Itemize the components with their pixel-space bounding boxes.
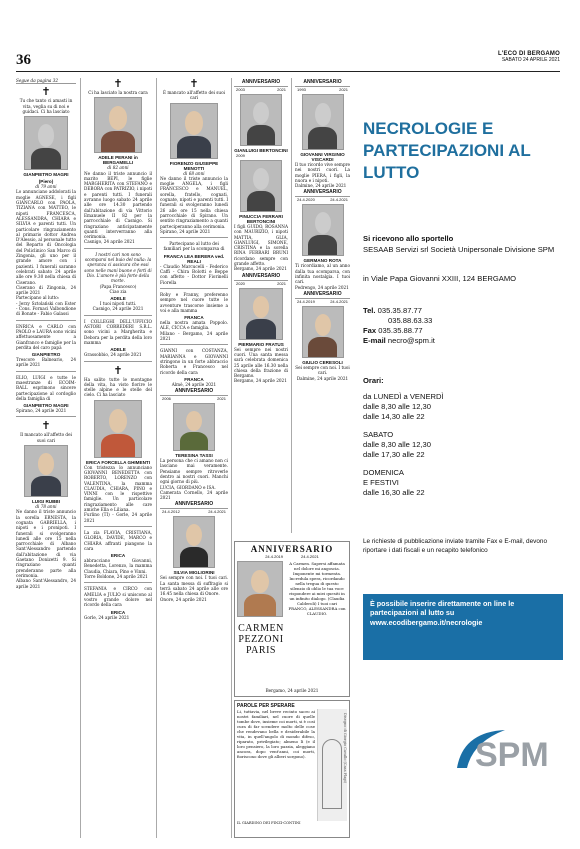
condolence-text: GIANNI con COSTANZA, MARIANNA e GIOVANNI stringono in un forte abbraccio Roberta e Francesco nel ricordo della cara: [160, 348, 228, 375]
column-1: [16, 78, 76, 840]
anniversary-text: La persona che ci amano non ci lasciano mai veramente. Pensiamo sempre ritroverle dentro ai nostri cuori. Manchi ogni giorno di più.: [160, 458, 228, 485]
condolence-name: ERICA: [110, 609, 126, 615]
column-4: [234, 78, 288, 538]
deceased-age: di 79 anni: [35, 184, 57, 190]
condolence-text: La zia FLAVIA, CRISTIANA, GLORIA, DAVIDE, MARCO e CHIARA affranti piangono la cara: [84, 529, 152, 551]
hours-saturday-am: dalle 8,30 alle 12,30: [363, 440, 431, 449]
portrait-photo: [94, 400, 142, 458]
anniversary-label: ANNIVERSARIO: [160, 387, 228, 396]
condolence-text: Roby e Franny, preferenno sempre nel cuore tutte le avventure trascorse insieme a voi e alla mamma: [160, 291, 228, 313]
deceased-name: PIERMARIO FRATUS: [238, 341, 284, 347]
portrait-photo: [302, 306, 344, 358]
anniversary-date-end: 24.4.2021: [301, 554, 319, 559]
anniversary-date-end: 24.4.2021: [330, 197, 348, 203]
hours-weekday-pm: dalle 14,30 alle 22: [363, 412, 425, 421]
condolence-place: Trescore Balneario, 24 aprile 2021: [16, 357, 76, 368]
fax-label: Fax: [363, 326, 377, 335]
issue-date: SABATO 24 APRILE 2021: [501, 57, 560, 63]
obit-intro: Ci ha lasciato la nostra cara: [88, 90, 148, 95]
anniversary-date-end: 24.4.2021: [330, 298, 348, 304]
hours-sunday-time: dalle 16,30 alle 22: [363, 488, 425, 497]
hours-saturday: SABATO: [363, 430, 394, 439]
portrait-photo: [240, 94, 282, 146]
necrology-ad: [355, 78, 567, 838]
obit-place: Albano Sant'Alessandro, 24 aprile 2021: [16, 578, 76, 589]
tel-number-2[interactable]: 035.88.63.33: [388, 316, 433, 325]
obit-text: Ne danno il triste annuncio la moglie ANGELA, i figli FRANCESCO e MANUEL, sorella, fratello, cognati, cognate, nipoti e parenti tutti. I funerali si svolgeranno lunedì 26 alle ore 15 nella chiesa parrocchiale di Spirano. Un sentito ringraziamento a quanti parteciperanno alla cerimonia.: [160, 175, 228, 229]
obit-text: Con tristezza lo annunciano GIOVANNI BENEDETTA con ROBERTO, LORENZO con VALENTINA, la mamma CLAUDIA, CHIARA, PINO e VINNI con le rispettive famiglie. Un particolare ringraziamento alle care amiche Ella e Liliana.: [84, 464, 152, 513]
spm-logo: [453, 724, 558, 776]
farewell-greeting: Ciao zia: [109, 288, 127, 294]
illustration: [317, 709, 347, 821]
condolence-name: GIANPIETRO: [31, 352, 61, 358]
condolence-text: I COLLEGHI DELL'UFFICIO ASTORI CORREDERI S.R.L. sono vicini a Margherita e Debora per la perdita della loro mamma: [84, 318, 152, 345]
deceased-age: di 78 anni: [35, 504, 57, 510]
anniversary-date-end: 24.4.2021: [208, 509, 226, 515]
farewell-title: PAROLE PER SPERARE: [237, 703, 295, 709]
page-header: [16, 50, 560, 72]
anniversary-date-end: 2021: [277, 87, 286, 92]
anniversary-date-start: 2006: [162, 396, 171, 402]
anniversary-label: ANNIVERSARIO: [295, 290, 350, 299]
anniversary-box: [234, 541, 350, 697]
hours-saturday-pm: dalle 17,30 alle 22: [363, 450, 425, 459]
deceased-name: LUIGI RUBBI: [31, 499, 61, 505]
deceased-nickname: (Piero): [38, 179, 54, 185]
anniversary-text: Sei sempre con noi. I tuoi cari.: [295, 364, 350, 376]
portrait-photo: [173, 403, 215, 451]
anniversary-place: Pedrengo, 24 aprile 2021: [295, 284, 349, 290]
obit-place: Ciserano di Zingonia, 24 aprile 2021: [16, 284, 76, 296]
anniversary-text: Il tuo ricordo vive sempre nei nostri cuori. La moglie PIERA, i figli, la nuora e i nipoti.: [295, 162, 350, 183]
anniversary-place: Onore, 24 aprile 2021: [160, 596, 207, 602]
portrait-photo: [170, 103, 218, 159]
anniversary-place: Bergamo, 24 aprile 2021: [234, 266, 287, 272]
obit-intro: Il mancato all'affetto dei suoi cari: [20, 432, 72, 443]
obit-text: Lo annunciano addolorati la moglie AGNESE, i figli GIANCARLO con PAOLA, TIZIANA con MATTEO, le nipoti FRANCESCA, ALESSANDRA, CHIARA e SILVIA e parenti tutti. Un particolare ringraziamento al primario dottor Andrea D'Alessio, al personale tutto del Reparto di Oncologia del Policlinico San Marco di Zingonia, gli uno per il grande amore con i pazienti. I funerali saranno celebrati sabato 24 aprile alle ore 9.30 nella chiesa di Ciserano.: [16, 189, 76, 285]
condolence-text: I tuoi nipoti tutti.: [99, 301, 137, 307]
illustration-credit: Disegno di Giorgio Cavallo (Casa Flagi): [343, 713, 347, 784]
spm-logo-text: SPM: [475, 736, 549, 774]
condolence-name: GIANPIETRO MAGRI: [23, 403, 69, 409]
anniversary-place: Dalmine, 24 aprile 2021: [295, 183, 347, 189]
condolence-header: Partecipano al lutto dei familiari per la scomparsa di: [163, 241, 225, 252]
anniversary-signature: LUCIA, GIORDANO e ISA.: [160, 484, 216, 490]
condolence-list: - Jerzy Sztolański con Ester - Cons. Fornaci Valbondione di Bonate - Fabio Galassi: [16, 300, 76, 317]
deceased-name: GIOVANNI VIRGINIO VISCARDI: [300, 152, 345, 162]
condolence-place: Gorle, 24 aprile 2021: [84, 614, 130, 620]
anniversary-date-end: 2021: [277, 280, 286, 286]
deceased-name: GIANPIETRO MAGRI: [23, 172, 69, 178]
cross-icon: ✝: [113, 363, 123, 377]
anniversary-text: Sei sempre con noi. I tuoi cari. La santa messa di suffragio si terrà sabato 24 aprile alle ore 16.45 nella chiesa di Onore.: [160, 575, 228, 597]
obit-text: Ne danno il triste annuncio il marito BEPI, le figlie MARGHERITA con STEFANO e DEBORA con PATRIZIO, i nipoti e parenti tutti. I funerali avranno luogo sabato 24 aprile alle ore 14.30 partendo dall'abitazione di via Vittorio Emanuele II 82 per la parrocchiale di Casnigo. Si ringraziano anticipatamente quanti interverranno alla cerimonia.: [84, 170, 152, 240]
portrait-photo: [302, 94, 344, 150]
anniversary-text: A Carmen. Sapersi affamata nel dolore mi angoscia. Imponente mi tormenta. Incredula spera, ricordando nella tregua di questo silenzio di oblio le tua voce rispondere ai miei quesiti in un infinito dialogo. (Claudia Calderoli) I tuoi cari FRANCO, ALESSANDRA con CLAUDIO.: [288, 561, 346, 616]
hours-label: Orari:: [363, 376, 384, 385]
anniversary-place: Bergamo, 24 aprile 2021: [265, 687, 319, 693]
portrait-photo: [237, 561, 283, 617]
portrait-photo: [24, 116, 68, 170]
quote-source: (Papa Francesco): [99, 283, 137, 289]
condolence-text: nella nostra amata Poppolo. ALE, CICCA e famiglia.: [160, 320, 228, 331]
anniversary-place: Camerata Cornello, 24 aprile 2021: [160, 489, 228, 501]
column-3: [160, 78, 228, 840]
condolence-place: Torre Boldone, 24 aprile 2021: [84, 574, 148, 580]
anniversary-place: Bergamo, 24 aprile 2021: [234, 378, 287, 384]
hours-weekday-am: dalle 8,30 alle 12,30: [363, 402, 431, 411]
anniversary-title: ANNIVERSARIO: [250, 544, 334, 554]
condolence-header: Partecipano al lutto:: [16, 295, 60, 301]
obit-intro: È mancato all'affetto dei suoi cari: [163, 90, 225, 101]
anniversary-label: ANNIVERSARIO: [295, 78, 350, 87]
email-label: E-mail: [363, 336, 386, 345]
column-2: [84, 78, 152, 840]
fax-number[interactable]: 035.35.88.77: [378, 326, 423, 335]
anniversary-label: ANNIVERSARIO: [295, 188, 350, 197]
column-5: [295, 78, 350, 538]
obit-place: Casnigo, 24 aprile 2021: [84, 239, 135, 245]
condolence-place: Casnigo, 24 aprile 2021: [92, 306, 144, 312]
anniversary-date-start: 2003: [236, 87, 245, 92]
condolence-name: FRANCA: [184, 376, 204, 382]
deceased-name: FRANCA LEA BERERA ved. REALI: [163, 253, 225, 264]
cross-icon: ✝: [189, 78, 199, 90]
newspaper-name: L'ECO DI BERGAMO: [498, 51, 560, 57]
anniversary-date-end: 2021: [339, 87, 348, 92]
condolence-list: - Claudio Marcucelli - Federico Caffi - Chira Bolotti e Beppe con affetto - Dottor Fiorinelli Fiorella: [160, 263, 228, 285]
condolence-text: ELIO, LUIGI e tutte le maestranze di ECOIM-BALL esprimono sincere partecipazione al cordoglio della famiglia di: [16, 374, 76, 401]
deceased-name: GIANLUIGI BERTONCINI: [234, 148, 288, 153]
anniversary-date: 2009: [236, 153, 245, 158]
page-number: 36: [16, 52, 31, 68]
portrait-photo: [94, 97, 142, 153]
anniversary-date-start: 1993: [297, 87, 306, 92]
condolence-text: STEFANIA e CIRCO con AMELIA e JULIO si uniscono al vostro grande dolore nel ricordo della cara: [84, 586, 152, 608]
deceased-name: ADELE PERANI in BERGAMELLI: [98, 155, 138, 166]
deceased-name: ERICA FORCELLA GHIMENTI: [86, 459, 150, 465]
online-link[interactable]: www.ecodibergamo.it/necrologie: [370, 617, 483, 627]
anniversary-place: Dalmine, 24 aprile 2021: [296, 375, 349, 381]
deceased-name: SILVIA MIGLIORINI: [173, 570, 215, 576]
tel-label: Tel.: [363, 306, 376, 315]
portrait-photo: [24, 445, 68, 497]
anniversary-date-start: 2020: [236, 280, 245, 286]
hours-weekday: da LUNEDÌ a VENERDÌ: [363, 392, 444, 401]
portrait-photo: [173, 516, 215, 568]
portrait-photo: [302, 204, 344, 256]
condolence-name: FRANCA: [184, 315, 204, 321]
cross-icon: ✝: [41, 85, 51, 99]
quote-text: I nostri cari non sono scomparsi nel buio del nulla: la speranza ci assicura che essi sono nelle mani buone e forti di Dio. L'amore è più forte della morte.: [84, 251, 152, 284]
anniversary-date-start: 24.4.2019: [297, 298, 315, 304]
portrait-photo: [240, 160, 282, 212]
hours-holidays: E FESTIVI: [363, 478, 399, 487]
ad-address: in Viale Papa Giovanni XXIII, 124 BERGAMO: [363, 274, 517, 283]
condolence-name: ERICA: [110, 553, 126, 559]
continued-note: Segue da pagina 32: [16, 78, 76, 84]
deceased-name: PINUCCIA FERRARI BERTONCINI: [239, 214, 283, 224]
deceased-name: CARMEN PEZZONI PARIS: [238, 623, 284, 656]
email-address[interactable]: necro@spm.it: [387, 336, 435, 345]
ad-note: Le richieste di pubblicazione inviate tramite Fax e E-mail, devono riportare i dati fiscali e un recapito telefonico: [363, 538, 548, 554]
tel-number[interactable]: 035.35.87.77: [377, 306, 422, 315]
cross-icon: ✝: [41, 419, 51, 433]
condolence-place: Spirano, 24 aprile 2021: [16, 408, 67, 414]
obit-intro: Tu che tanto ci amasti in vita, veglia su di noi e guidaci. Ci ha lasciato: [19, 98, 73, 114]
anniversary-label: ANNIVERSARIO: [234, 78, 288, 87]
ad-title: NECROLOGIE E PARTECIPAZIONI AL LUTTO: [363, 119, 531, 182]
condolence-name: ADELE: [110, 296, 126, 302]
deceased-name: FIORENZO GIUSEPPE MENOTTI: [169, 160, 219, 171]
anniversary-label: ANNIVERSARIO: [234, 272, 288, 281]
obit-place: Furlino (TI) - Gorle, 24 aprile 2021: [84, 512, 152, 523]
condolence-place: Milano - Bergamo, 24 aprile 2021: [160, 330, 228, 342]
deceased-name: TERESINA TASSI: [175, 453, 213, 459]
farewell-author: IL GIARDINO DEI FINZI-CONTINI: [237, 821, 301, 825]
online-text: È possibile inserire direttamente on line le partecipazioni al lutto su: [370, 599, 515, 618]
anniversary-date-end: 2021: [217, 396, 226, 402]
online-box: [363, 594, 563, 660]
anniversary-date-start: 24.4.2020: [297, 197, 315, 203]
anniversary-label: ANNIVERSARIO: [160, 500, 228, 509]
condolence-name: ADELE: [110, 347, 126, 353]
deceased-age: di 68 anni: [183, 170, 205, 176]
obit-intro: Ha salito tutte le montagne della vita, ha visto fiorire le stelle alpine e le stelle del cielo. Ci ha lasciato: [84, 376, 152, 398]
obit-place: Spirano, 24 aprile 2021: [160, 228, 211, 234]
ad-company: SESAAB Servizi srl Società Unipersonale Divisione SPM: [363, 245, 555, 254]
hours-sunday: DOMENICA: [363, 468, 404, 477]
deceased-name: GERMANO ROTA: [303, 258, 342, 264]
condolence-place: Almè, 24 aprile 2021: [171, 381, 217, 387]
deceased-name: GIULIO CERESOLI: [302, 359, 343, 365]
deceased-age: di 82 anni: [107, 165, 129, 171]
anniversary-text: Sei sempre nei nostri cuori. Una santa messa sarà celebrata domenica 25 aprile alle 16.30 nella chiesa della frazione di Bergamo.: [234, 346, 288, 379]
condolence-place: Grassobbio, 24 aprile 2021: [84, 352, 142, 358]
anniversary-date-start: 24.4.2019: [265, 554, 283, 559]
farewell-text: Li, tuttavia, nel breve recinto sacro ai nostri familiari, nel cuore di quelle tombe dove, insieme coi morti, si è così cura di far scendere molto delle cose che rendevano bella e desiderabile la vita, in quell'angolo di mondo difeso, riparato, privilegiato; almeno lì (e il loro pensiero, la loro pazzia, aleggiano ancora, dopo vent'anni, coi morti, fioriscono dove gli alberi sorgono).: [237, 709, 315, 759]
condolence-text: ENRICA e CARLO con PAOLO e LAURA sono vicini affettuosamente a Gianfranco e famiglie per la perdita del caro papà: [16, 323, 76, 350]
anniversary-date-start: 24.4.2012: [162, 509, 180, 515]
cross-icon: ✝: [113, 78, 123, 90]
obit-text: Ne danno il triste annuncio la sorella ERNESTA, la cognata GABRIELLA, i nipoti e i pronipoti. I funerali si svolgeranno lunedì alle ore 15 nella parrocchiale di Albano Sant'Alessandro partendo dall'abitazione di via Gaetano Donizetti 9. Si ringraziano quanti prenderanno parte alla cerimonia.: [16, 509, 76, 578]
ad-recv-label: Si ricevono allo sportello: [363, 234, 454, 243]
anniversary-text: Ti ricordiamo, al un anno dalla tua scomparsa, con infinita nostalgia. I tuoi cari.: [295, 263, 350, 285]
portrait-photo: [239, 288, 283, 340]
masthead: [498, 51, 560, 63]
condolence-text: abbracciano Giovanni, Benedetta, Lorenzo, la mamma Claudia, Chiara, Pino e Vinni.: [84, 558, 152, 574]
anniversary-text: I figli GUIDO, ROSANNA con MAURIZIO, i nipoti MATTIA, GLIA, GIANLUIGI, SIMONE, CRISTINA e la sorella RINA FERRARI BRUNI ricordano sempre con grande affetto.: [234, 224, 288, 267]
farewell-box: [234, 700, 350, 838]
